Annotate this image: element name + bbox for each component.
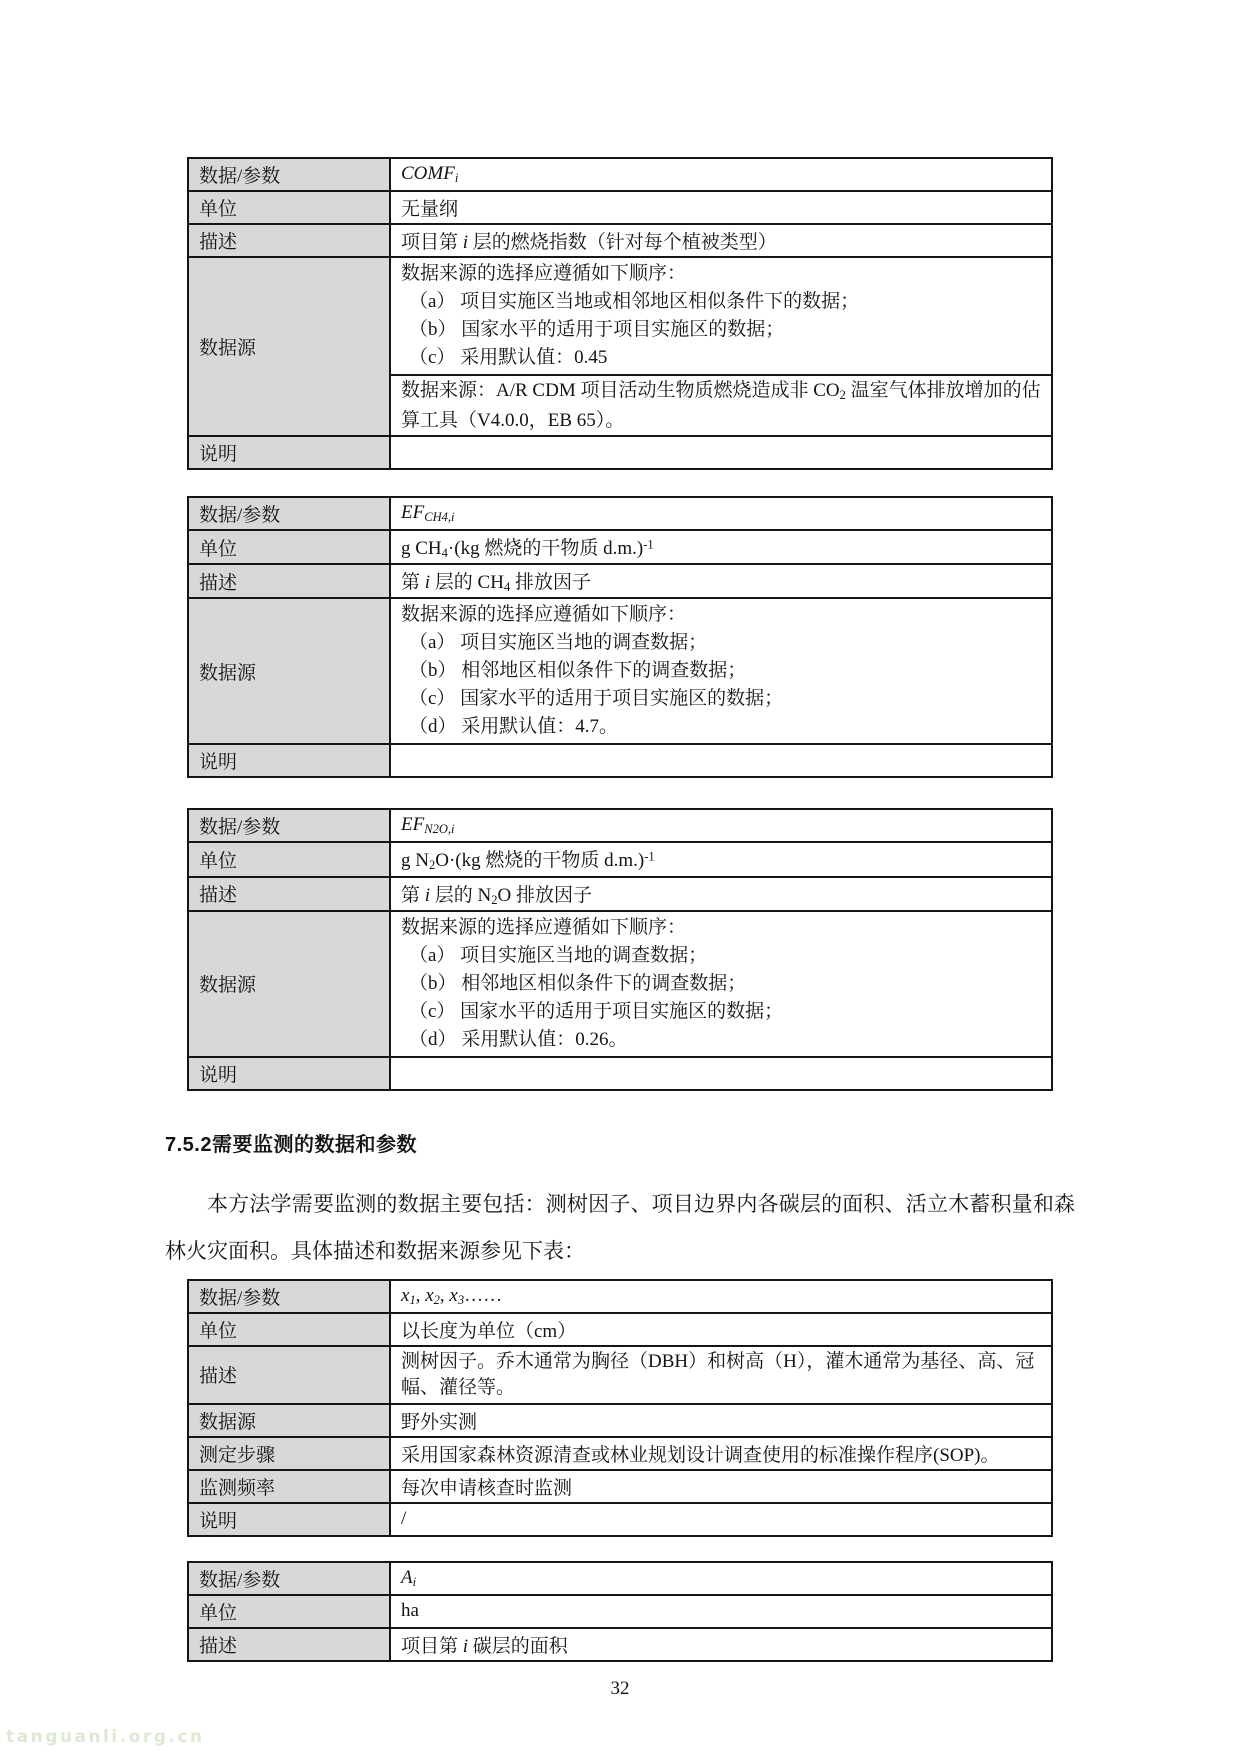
row-label: 数据源 bbox=[188, 911, 390, 1057]
source-item: （c） 采用默认值：0.45 bbox=[409, 347, 608, 368]
source-item: （a） 项目实施区当地或相邻地区相似条件下的数据； bbox=[409, 291, 860, 312]
param-table-ef-ch4 bbox=[187, 496, 1053, 778]
row-label: 单位 bbox=[188, 842, 390, 876]
param-table-ef-n2o bbox=[187, 808, 1053, 1090]
param-table-tree-factors bbox=[187, 1279, 1053, 1537]
param-table-comf bbox=[187, 157, 1053, 470]
table-row bbox=[188, 842, 1052, 876]
source-ref: 数据来源：A/R CDM 项目活动生物质燃烧造成非 CO2 温室气体排放增加的估算工具（V4.0.0，EB 65）。 bbox=[390, 375, 1052, 436]
source-intro: 数据来源的选择应遵循如下顺序： bbox=[401, 916, 687, 938]
table-row bbox=[188, 1562, 1052, 1595]
table-row bbox=[188, 1628, 1052, 1661]
row-label: 说明 bbox=[188, 1057, 390, 1090]
unit-value: 无量纲 bbox=[390, 191, 1052, 224]
table-row bbox=[188, 1437, 1052, 1470]
source-item: （d） 采用默认值：4.7。 bbox=[409, 716, 619, 738]
source-item: （c） 国家水平的适用于项目实施区的数据； bbox=[409, 688, 784, 710]
row-label: 说明 bbox=[188, 1503, 390, 1536]
unit-value: g N2O·(kg 燃烧的干物质 d.m.)$^{-1}$ bbox=[390, 842, 1052, 876]
table-row bbox=[188, 1470, 1052, 1503]
row-label: 单位 bbox=[188, 1595, 390, 1628]
row-label: 数据/参数 bbox=[188, 158, 390, 191]
frequency-value: 每次申请核查时监测 bbox=[390, 1470, 1052, 1503]
source-item: （b） 相邻地区相似条件下的调查数据； bbox=[409, 972, 747, 994]
param-value: x1, x2, x3…… bbox=[390, 1280, 1052, 1313]
note-value bbox=[390, 744, 1052, 777]
row-label: 说明 bbox=[188, 744, 390, 777]
row-label: 数据/参数 bbox=[188, 809, 390, 842]
table-row bbox=[188, 1057, 1052, 1090]
desc-value: 项目第 i 碳层的面积 bbox=[390, 1628, 1052, 1661]
row-label: 描述 bbox=[188, 224, 390, 257]
source-item: （a） 项目实施区当地的调查数据； bbox=[409, 944, 708, 966]
row-label: 描述 bbox=[188, 1346, 390, 1404]
row-label: 数据/参数 bbox=[188, 1562, 390, 1595]
param-value: COMFi bbox=[390, 158, 1052, 191]
source-intro: 数据来源的选择应遵循如下顺序： bbox=[401, 263, 687, 284]
row-label: 说明 bbox=[188, 436, 390, 469]
source-item: （b） 相邻地区相似条件下的调查数据； bbox=[409, 660, 747, 682]
desc-value: 第 i 层的 CH4 排放因子 bbox=[390, 564, 1052, 598]
note-value bbox=[390, 436, 1052, 469]
table-row bbox=[188, 497, 1052, 530]
table-row bbox=[188, 877, 1052, 911]
table-row bbox=[188, 158, 1052, 191]
watermark: tanguanli.org.cn bbox=[6, 1727, 205, 1747]
source-cell bbox=[390, 257, 1052, 375]
table-row bbox=[188, 436, 1052, 469]
source-cell bbox=[390, 911, 1052, 1057]
page-number: 32 bbox=[610, 1677, 630, 1699]
param-value: Ai bbox=[390, 1562, 1052, 1595]
unit-value: ha bbox=[390, 1595, 1052, 1628]
table-row bbox=[188, 744, 1052, 777]
table-row bbox=[188, 257, 1052, 375]
desc-value: 项目第 i 层的燃烧指数（针对每个植被类型） bbox=[390, 224, 1052, 257]
source-cell bbox=[390, 598, 1052, 744]
row-label: 描述 bbox=[188, 1628, 390, 1661]
row-label: 数据源 bbox=[188, 257, 390, 436]
source-item: （b） 国家水平的适用于项目实施区的数据； bbox=[409, 319, 785, 340]
note-value bbox=[390, 1057, 1052, 1090]
param-value: EFCH4,i bbox=[390, 497, 1052, 530]
procedure-value: 采用国家森林资源清查或林业规划设计调查使用的标准操作程序(SOP)。 bbox=[390, 1437, 1052, 1470]
row-label: 数据/参数 bbox=[188, 1280, 390, 1313]
unit-value: 以长度为单位（cm） bbox=[390, 1313, 1052, 1346]
unit-value: g CH4·(kg 燃烧的干物质 d.m.)$^{-1}$ bbox=[390, 530, 1052, 564]
row-label: 描述 bbox=[188, 564, 390, 598]
desc-value: 第 i 层的 N2O 排放因子 bbox=[390, 877, 1052, 911]
source-item: （c） 国家水平的适用于项目实施区的数据； bbox=[409, 1000, 784, 1022]
param-table-area bbox=[187, 1561, 1053, 1662]
source-value: 野外实测 bbox=[390, 1404, 1052, 1437]
source-item: （d） 采用默认值：0.26。 bbox=[409, 1028, 628, 1050]
row-label: 数据源 bbox=[188, 598, 390, 744]
row-label: 单位 bbox=[188, 1313, 390, 1346]
row-label: 数据源 bbox=[188, 1404, 390, 1437]
table-row bbox=[188, 1346, 1052, 1404]
table-row bbox=[188, 191, 1052, 224]
table-row bbox=[188, 1404, 1052, 1437]
table-row bbox=[188, 1503, 1052, 1536]
table-row bbox=[188, 530, 1052, 564]
row-label: 单位 bbox=[188, 530, 390, 564]
table-row bbox=[188, 1313, 1052, 1346]
table-row bbox=[188, 809, 1052, 842]
section-heading: 7.5.2需要监测的数据和参数 bbox=[165, 1133, 417, 1156]
row-label: 数据/参数 bbox=[188, 497, 390, 530]
row-label: 描述 bbox=[188, 877, 390, 911]
table-row bbox=[188, 911, 1052, 1057]
table-row bbox=[188, 598, 1052, 744]
table-row bbox=[188, 1595, 1052, 1628]
param-value: EFN2O,i bbox=[390, 809, 1052, 842]
table-row bbox=[188, 564, 1052, 598]
row-label: 测定步骤 bbox=[188, 1437, 390, 1470]
desc-value: 测树因子。乔木通常为胸径（DBH）和树高（H），灌木通常为基径、高、冠幅、灌径等。 bbox=[390, 1346, 1052, 1404]
row-label: 单位 bbox=[188, 191, 390, 224]
note-value: / bbox=[390, 1503, 1052, 1536]
body-paragraph: 本方法学需要监测的数据主要包括：测树因子、项目边界内各碳层的面积、活立木蓄积量和森林火灾面积。具体描述和数据来源参见下表： bbox=[165, 1191, 1075, 1263]
source-intro: 数据来源的选择应遵循如下顺序： bbox=[401, 604, 687, 626]
row-label: 监测频率 bbox=[188, 1470, 390, 1503]
source-item: （a） 项目实施区当地的调查数据； bbox=[409, 632, 708, 654]
table-row bbox=[188, 224, 1052, 257]
table-row bbox=[188, 1280, 1052, 1313]
